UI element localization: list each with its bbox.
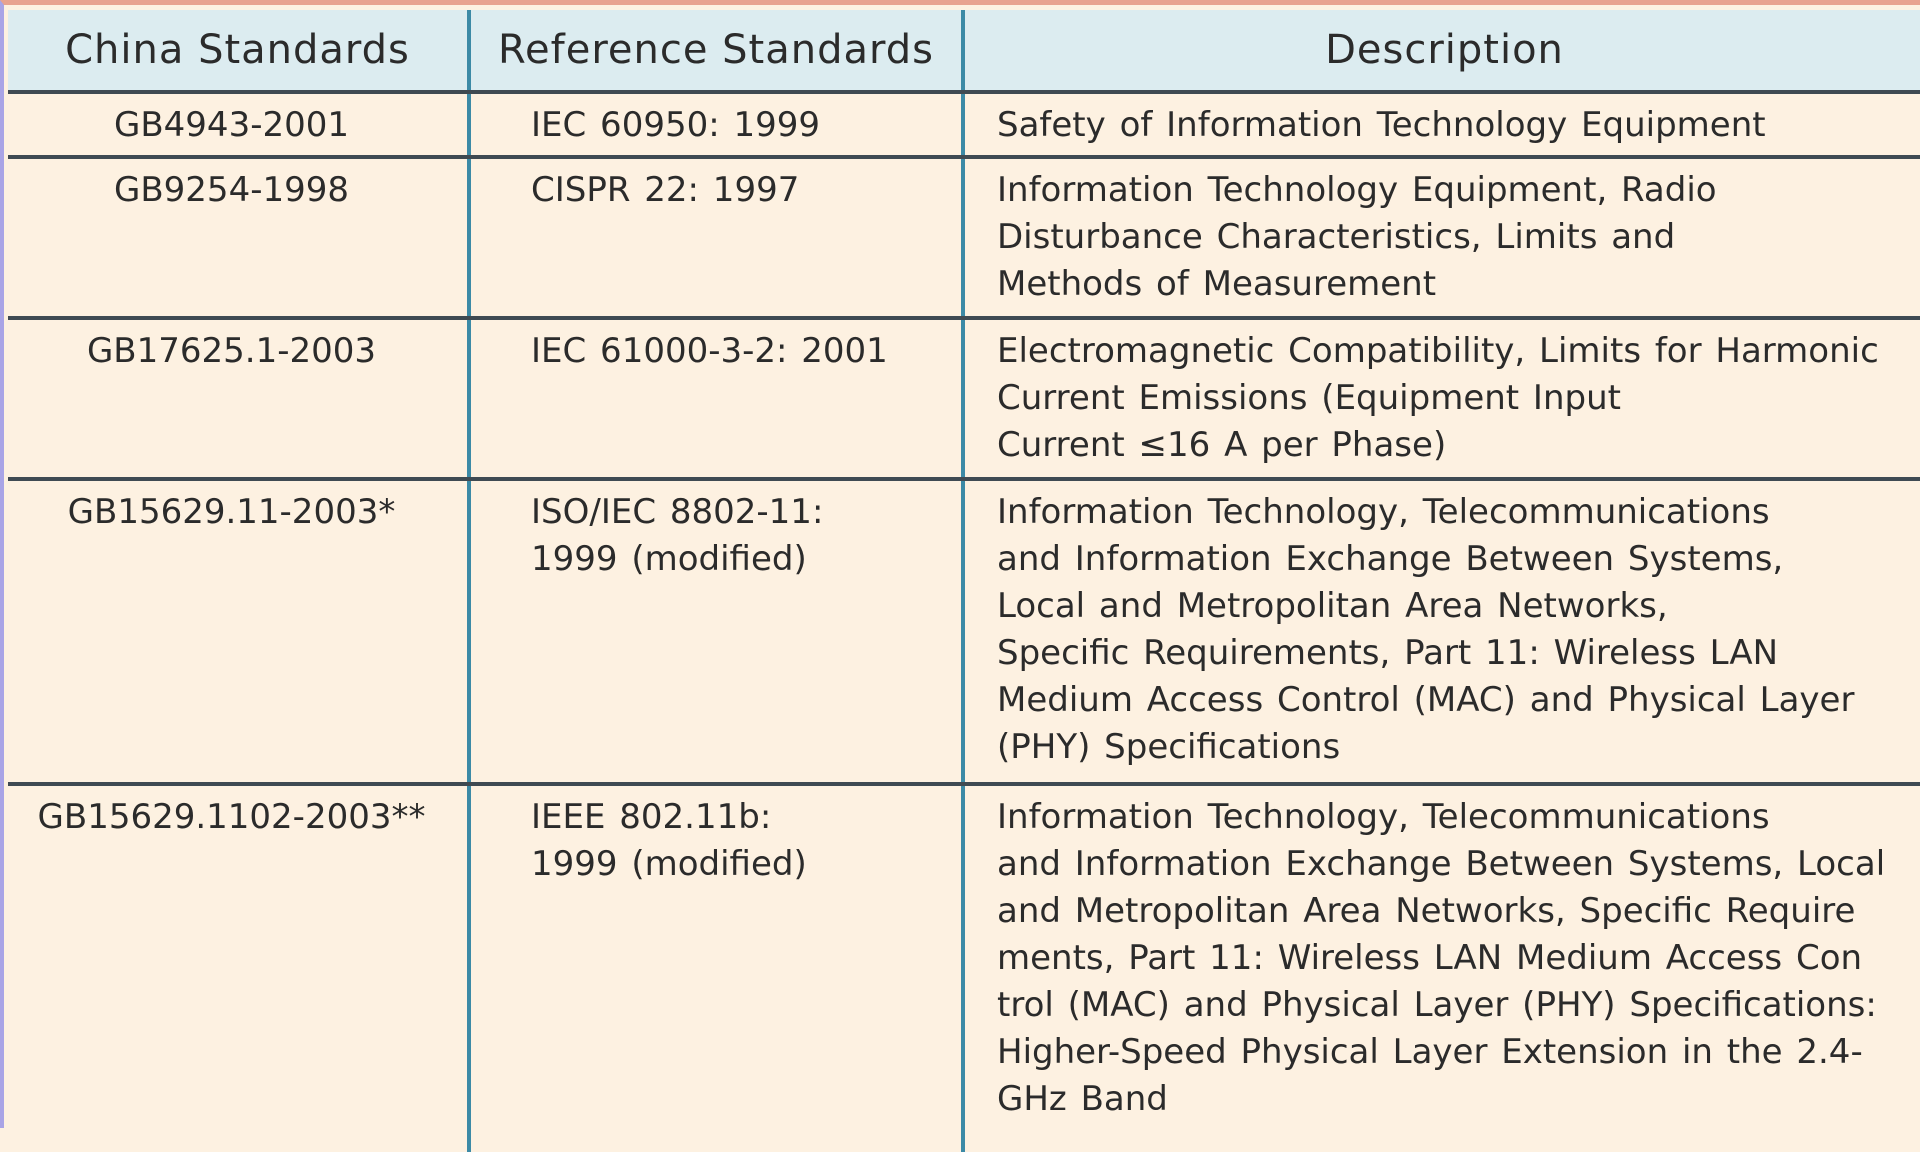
reference-line: IEEE 802.11b: — [531, 797, 772, 837]
table-row — [8, 92, 1920, 157]
description-line: Higher-Speed Physical Layer Extension in the 2.4- — [997, 1032, 1863, 1072]
description-line: GHz Band — [997, 1079, 1168, 1119]
table-row — [8, 479, 1920, 784]
china-standard-cell: GB9254-1998 — [8, 157, 469, 318]
reference-line: ISO/IEC 8802-11: — [531, 492, 824, 532]
description-line: (PHY) Specifications — [997, 727, 1341, 767]
description-line: ments, Part 11: Wireless LAN Medium Access Con — [997, 938, 1863, 978]
china-standard-cell: GB15629.11-2003* — [8, 479, 469, 784]
description-line: Medium Access Control (MAC) and Physical Layer — [997, 680, 1855, 720]
reference-standard-cell — [469, 479, 963, 784]
description-line: and Metropolitan Area Networks, Specific Require — [997, 891, 1856, 931]
reference-standard-cell — [469, 318, 963, 479]
description-cell — [963, 92, 1920, 157]
reference-line: 1999 (modified) — [531, 539, 807, 579]
reference-standard-cell — [469, 784, 963, 1152]
reference-line: CISPR 22: 1997 — [531, 170, 800, 210]
china-standard-cell: GB15629.1102-2003** — [8, 784, 469, 1152]
description-line: Information Technology Equipment, Radio — [997, 170, 1717, 210]
description-line: and Information Exchange Between Systems, Local — [997, 844, 1886, 884]
description-cell — [963, 784, 1920, 1152]
description-cell — [963, 318, 1920, 479]
description-line: Safety of Information Technology Equipment — [997, 105, 1766, 145]
table-row — [8, 784, 1920, 1152]
reference-standard-cell — [469, 92, 963, 157]
description-cell — [963, 157, 1920, 318]
description-line: trol (MAC) and Physical Layer (PHY) Specifications: — [997, 985, 1877, 1025]
description-line: Information Technology, Telecommunications — [997, 492, 1770, 532]
reference-line: IEC 61000-3-2: 2001 — [531, 331, 888, 371]
description-line: Information Technology, Telecommunications — [997, 797, 1770, 837]
description-line: Disturbance Characteristics, Limits and — [997, 217, 1676, 257]
description-line: Electromagnetic Compatibility, Limits for Harmonic — [997, 331, 1879, 371]
header-description: Description — [963, 10, 1920, 92]
description-cell — [963, 479, 1920, 784]
description-line: and Information Exchange Between Systems, — [997, 539, 1784, 579]
china-standard-cell: GB17625.1-2003 — [8, 318, 469, 479]
table-row — [8, 157, 1920, 318]
reference-line: IEC 60950: 1999 — [531, 105, 821, 145]
description-line: Current ≤16 A per Phase) — [997, 425, 1447, 465]
standards-table — [8, 10, 1920, 1152]
header-china-standards: China Standards — [8, 10, 469, 92]
reference-standard-cell — [469, 157, 963, 318]
china-standard-cell: GB4943-2001 — [8, 92, 469, 157]
table-row — [8, 318, 1920, 479]
header-reference-standards: Reference Standards — [469, 10, 963, 92]
description-line: Specific Requirements, Part 11: Wireless LAN — [997, 633, 1779, 673]
description-line: Methods of Measurement — [997, 264, 1437, 304]
description-line: Local and Metropolitan Area Networks, — [997, 586, 1668, 626]
reference-line: 1999 (modified) — [531, 844, 807, 884]
table-header-row — [8, 10, 1920, 92]
description-line: Current Emissions (Equipment Input — [997, 378, 1621, 418]
